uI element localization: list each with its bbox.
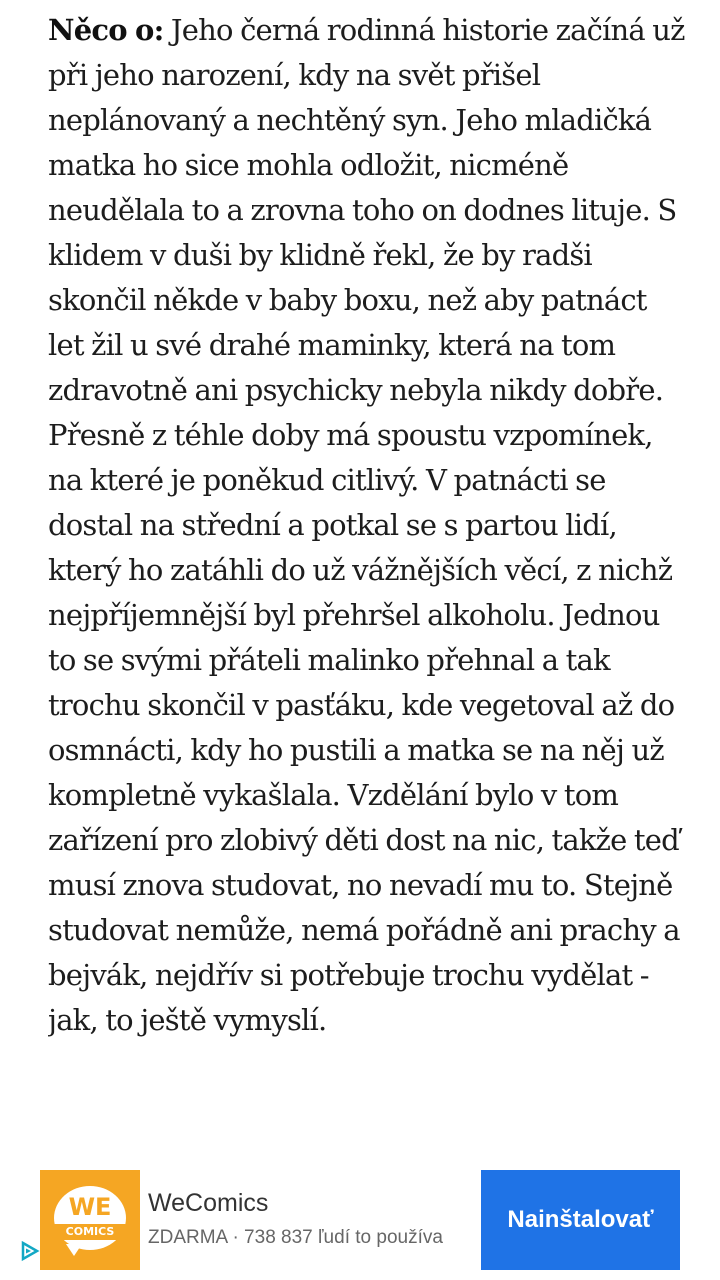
logo-bubble-tail	[66, 1244, 82, 1256]
install-button[interactable]: Nainštalovať	[481, 1170, 680, 1270]
article-body-text: Jeho černá rodinná historie začíná už při jeho narození, kdy na svět přišel neplánovaný a nechtěný syn. Jeho mladičká matka ho sice mohla odložit, nicméně neudělala to a zrovna toho on dodnes lituje. S klidem v duši by klidně řekl, že by radši skončil někde v baby boxu, než aby patnáct let žil u své drahé maminky, která na tom zdravotně ani psychicky nebyla nikdy dobře. Přesně z téhle doby má spoustu vzpomínek, na které je poněkud citlivý. V patnácti se dostal na střední a potkal se s partou lidí, který ho zatáhli do už vážnějších věcí, z nichž nejpříjemnější byl přehršel alkoholu. Jednou to se svými přáteli malinko přehnal a tak trochu skončil v pasťáku, kde vegetoval až do osmnácti, kdy ho pustili a matka se na něj už kompletně vykašlala. Vzdělání bylo v tom zařízení pro zlobivý děti dost na nic, takže teď musí znova studovat, no nevadí mu to. Stejně studovat nemůže, nemá pořádně ani prachy a bejvák, nejdřív si potřebuje trochu vydělat - jak, to ještě vymyslí.	[48, 13, 685, 1037]
ad-banner[interactable]	[40, 1170, 680, 1270]
logo-comics-text: COMICS	[52, 1224, 128, 1240]
logo-we-text: WE	[68, 1193, 112, 1221]
ad-app-title[interactable]: WeComics	[148, 1189, 269, 1217]
wecomics-logo[interactable]	[40, 1170, 140, 1270]
adchoices-icon[interactable]	[18, 1240, 40, 1262]
ad-app-subtitle: ZDARMA · 738 837 ľudí to používa	[148, 1227, 443, 1248]
article-lead-label: Něco o:	[48, 13, 164, 47]
article-content	[48, 8, 688, 1164]
logo-speech-bubble	[54, 1186, 126, 1250]
article-paragraph	[48, 8, 688, 1043]
